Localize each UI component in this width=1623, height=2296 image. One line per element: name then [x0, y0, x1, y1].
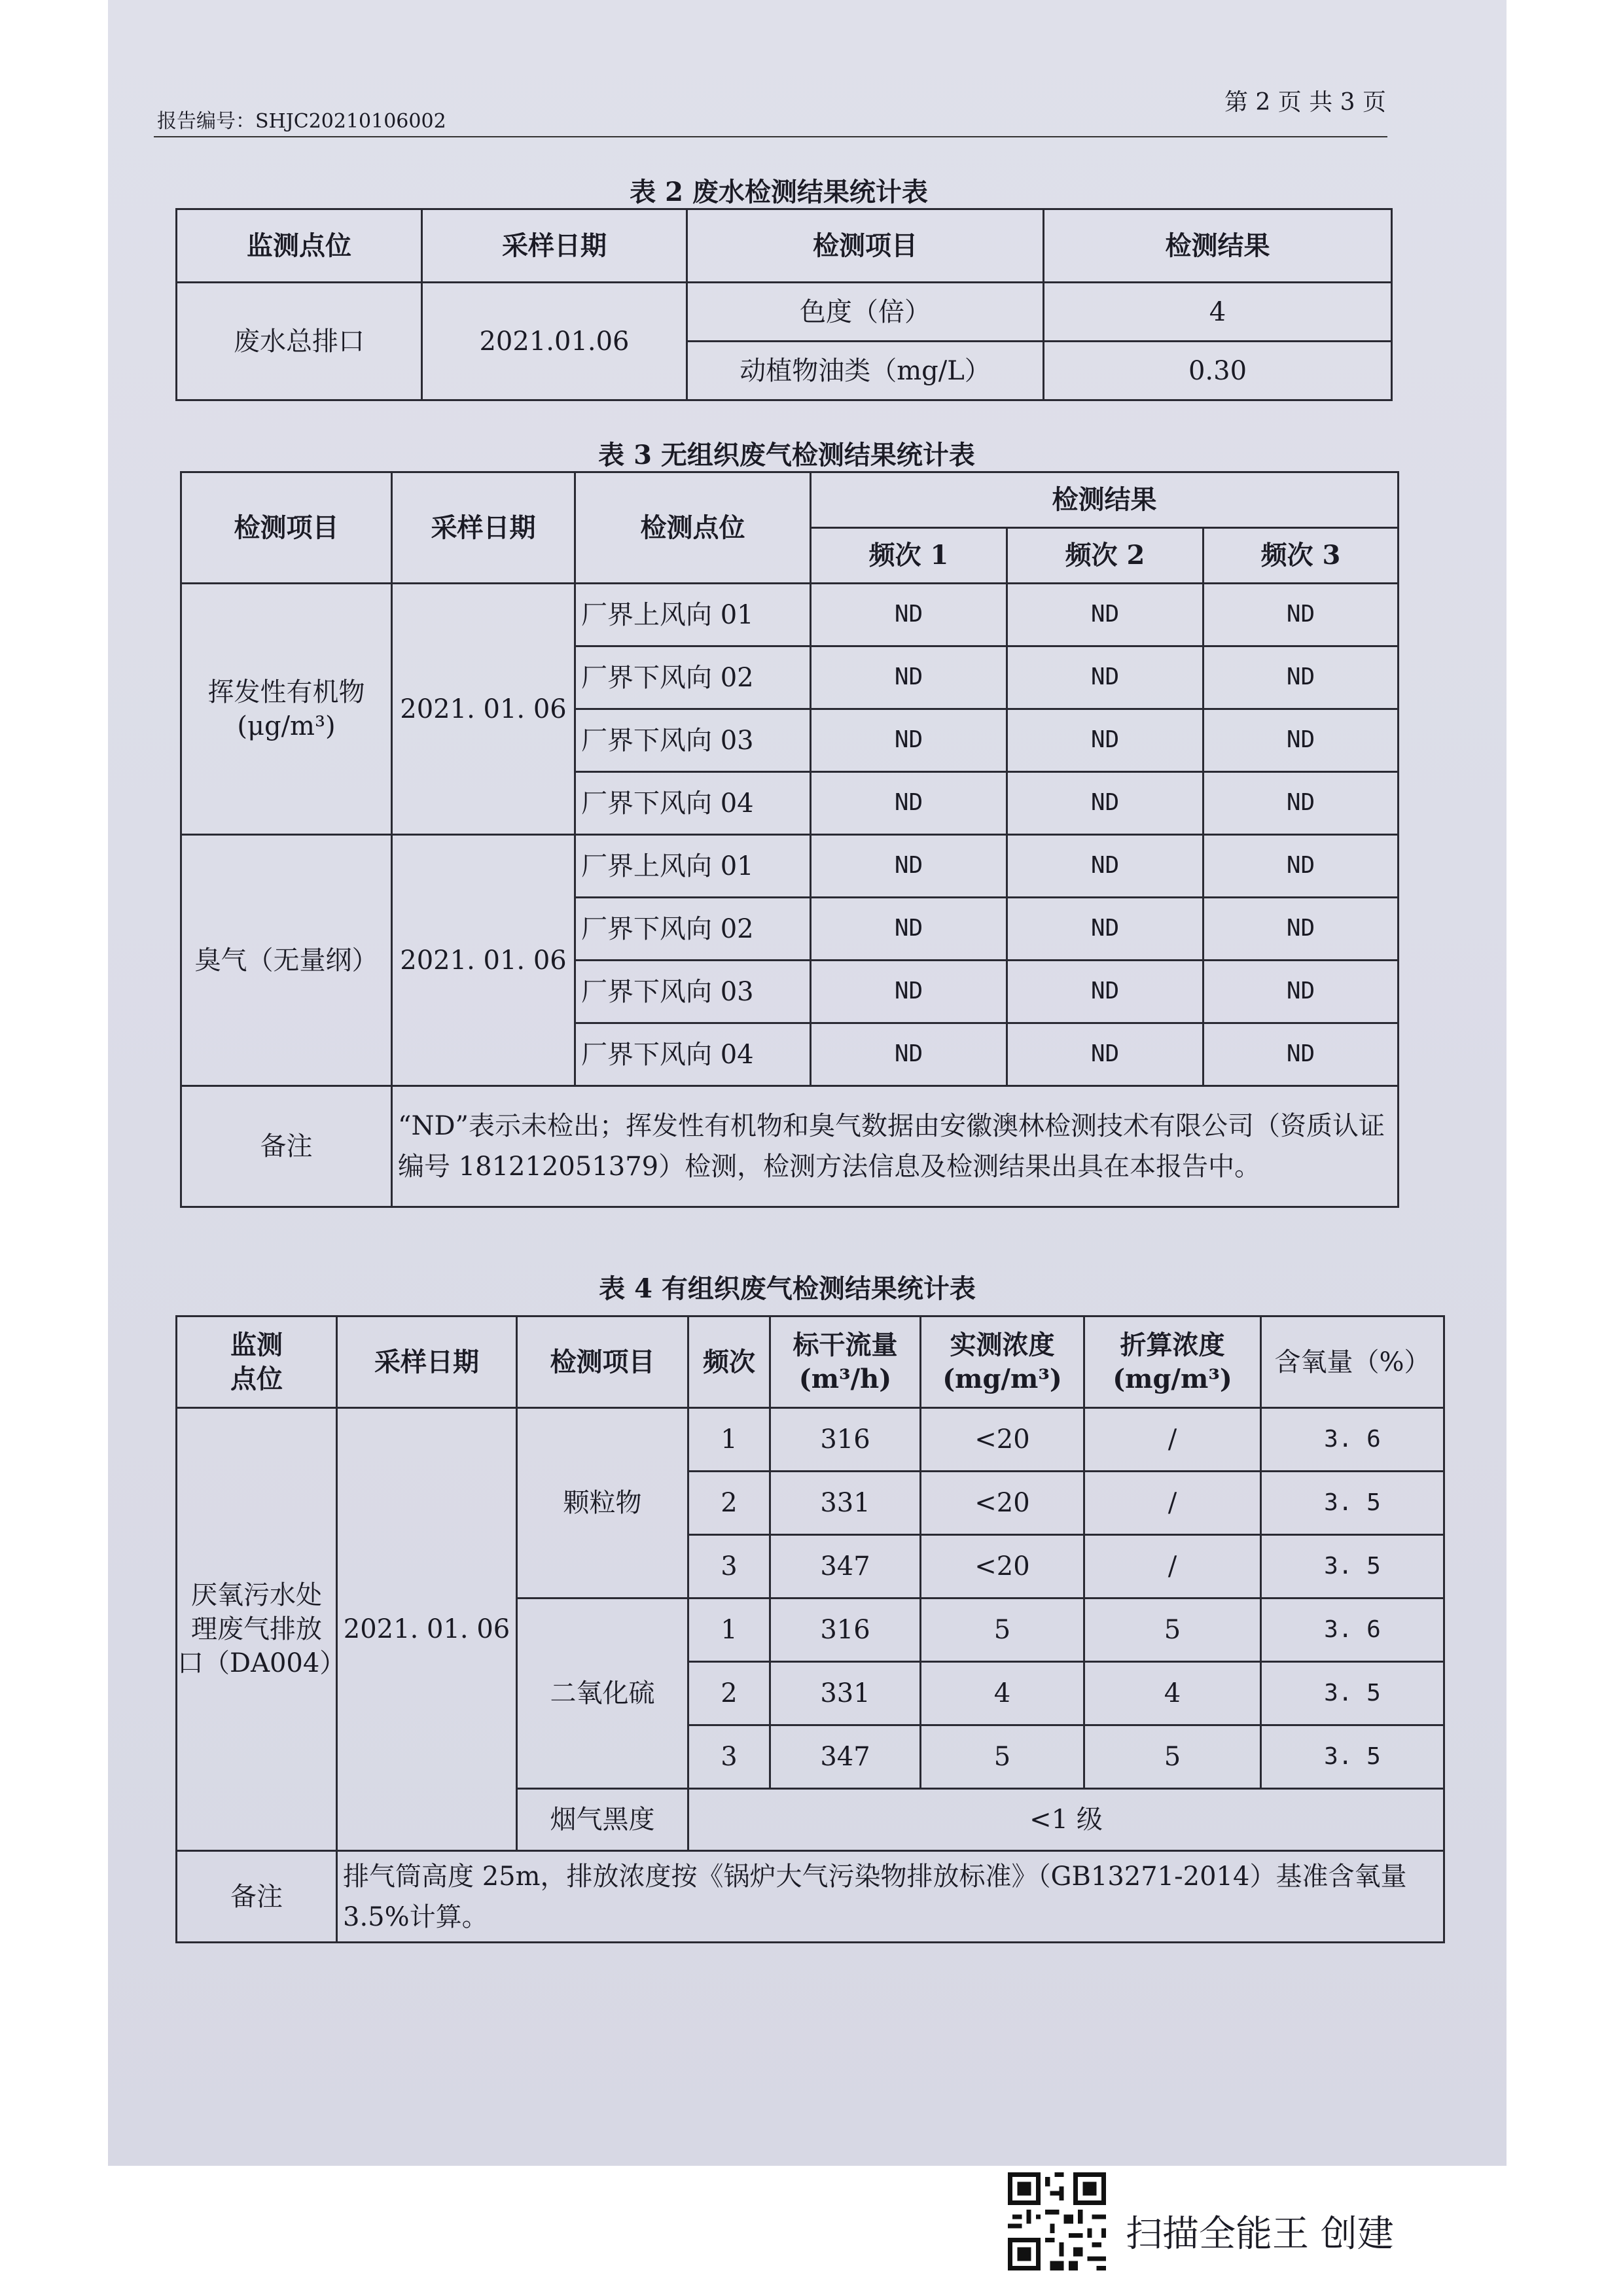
t4-converted: 5 — [1084, 1725, 1261, 1789]
header-divider — [154, 136, 1387, 137]
t4-header-meas-l2: (mg/m³) — [942, 1363, 1062, 1394]
t4-flow: 316 — [770, 1408, 921, 1472]
t4-oxygen: 3. 5 — [1261, 1725, 1444, 1789]
t2-item: 色度（倍） — [687, 283, 1044, 342]
t3-value: ND — [1204, 646, 1399, 709]
t3-item-voc — [181, 584, 392, 835]
t3-value: ND — [1204, 898, 1399, 961]
t2-header-result: 检测结果 — [1044, 209, 1392, 283]
report-number: 报告编号：SHJC20210106002 — [157, 110, 446, 133]
t3-value: ND — [1204, 961, 1399, 1023]
t3-value: ND — [811, 898, 1007, 961]
t4-header-point — [177, 1316, 337, 1408]
t4-point-l2: 理废气排放 — [191, 1614, 322, 1644]
t3-value: ND — [1007, 898, 1204, 961]
t4-header-flow — [770, 1316, 921, 1408]
t4-date: 2021. 01. 06 — [337, 1408, 517, 1851]
t4-measured: 4 — [921, 1662, 1084, 1725]
table3 — [180, 471, 1399, 1208]
scanner-brand-text: 扫描全能王 创建 — [1126, 2213, 1394, 2255]
t3-item-odor: 臭气（无量纲） — [181, 835, 392, 1086]
t4-freq: 1 — [688, 1408, 770, 1472]
t3-header-freq3: 频次 3 — [1204, 528, 1399, 584]
t4-freq: 3 — [688, 1535, 770, 1598]
t4-converted: 5 — [1084, 1598, 1261, 1662]
t3-point: 厂界下风向 03 — [575, 961, 811, 1023]
t3-point: 厂界上风向 01 — [575, 584, 811, 646]
t4-flow: 316 — [770, 1598, 921, 1662]
t3-header-date: 采样日期 — [392, 472, 575, 584]
t3-header-item: 检测项目 — [181, 472, 392, 584]
t4-header-freq: 频次 — [688, 1316, 770, 1408]
t4-oxygen: 3. 5 — [1261, 1472, 1444, 1535]
t4-freq: 3 — [688, 1725, 770, 1789]
t2-item: 动植物油类（mg/L） — [687, 342, 1044, 400]
t4-header-flow-l1: 标干流量 — [793, 1329, 898, 1360]
t3-value: ND — [1007, 835, 1204, 898]
t3-point: 厂界下风向 04 — [575, 1023, 811, 1086]
t3-value: ND — [811, 709, 1007, 772]
t4-header-flow-l2: (m³/h) — [798, 1363, 892, 1394]
t4-freq: 1 — [688, 1598, 770, 1662]
t4-oxygen: 3. 5 — [1261, 1535, 1444, 1598]
t3-value: ND — [1007, 646, 1204, 709]
t2-header-item: 检测项目 — [687, 209, 1044, 283]
t3-note-label: 备注 — [181, 1086, 392, 1207]
t3-header-point: 检测点位 — [575, 472, 811, 584]
t4-header-item: 检测项目 — [517, 1316, 688, 1408]
t4-freq: 2 — [688, 1662, 770, 1725]
t3-value: ND — [1204, 709, 1399, 772]
t4-note-text: 排气筒高度 25m，排放浓度按《锅炉大气污染物排放标准》（GB13271-2014）基准含氧量 3.5%计算。 — [337, 1851, 1444, 1943]
t3-item-line1: 挥发性有机物 — [207, 677, 365, 707]
t3-value: ND — [1204, 1023, 1399, 1086]
t4-header-date: 采样日期 — [337, 1316, 517, 1408]
t4-header-conv-l2: (mg/m³) — [1113, 1363, 1232, 1394]
t3-item-line2: (μg/m³) — [237, 711, 336, 741]
t3-value: ND — [811, 835, 1007, 898]
t4-header-oxygen: 含氧量（%） — [1261, 1316, 1444, 1408]
t3-value: ND — [1007, 584, 1204, 646]
t4-converted: 4 — [1084, 1662, 1261, 1725]
t3-header-freq2: 频次 2 — [1007, 528, 1204, 584]
t2-date: 2021.01.06 — [422, 283, 687, 400]
t4-measured: <20 — [921, 1408, 1084, 1472]
t4-note-label: 备注 — [177, 1851, 337, 1943]
table2 — [175, 208, 1393, 401]
t2-result: 0.30 — [1044, 342, 1392, 400]
t4-header-measured — [921, 1316, 1084, 1408]
t4-flow: 331 — [770, 1662, 921, 1725]
t3-point: 厂界下风向 02 — [575, 898, 811, 961]
t4-point-l1: 厌氧污水处 — [191, 1580, 322, 1610]
t2-header-point: 监测点位 — [177, 209, 422, 283]
t3-value: ND — [811, 961, 1007, 1023]
t3-point: 厂界上风向 01 — [575, 835, 811, 898]
t4-oxygen: 3. 6 — [1261, 1598, 1444, 1662]
t3-value: ND — [811, 1023, 1007, 1086]
t2-header-date: 采样日期 — [422, 209, 687, 283]
t4-flow: 347 — [770, 1725, 921, 1789]
t3-date: 2021. 01. 06 — [392, 835, 575, 1086]
t3-value: ND — [1204, 584, 1399, 646]
t4-header-meas-l1: 实测浓度 — [950, 1329, 1055, 1360]
t4-flow: 347 — [770, 1535, 921, 1598]
table4 — [175, 1315, 1445, 1943]
table3-caption: 表 3 无组织废气检测结果统计表 — [598, 440, 975, 470]
table2-caption: 表 2 废水检测结果统计表 — [630, 177, 928, 207]
qr-code-icon — [1008, 2172, 1106, 2270]
t4-item-smoke: 烟气黑度 — [517, 1789, 688, 1851]
t4-oxygen: 3. 6 — [1261, 1408, 1444, 1472]
t4-flow: 331 — [770, 1472, 921, 1535]
table4-caption: 表 4 有组织废气检测结果统计表 — [599, 1273, 976, 1304]
t3-point: 厂界下风向 02 — [575, 646, 811, 709]
t3-value: ND — [1204, 835, 1399, 898]
t3-value: ND — [811, 646, 1007, 709]
t3-value: ND — [811, 772, 1007, 835]
t3-value: ND — [1007, 1023, 1204, 1086]
t4-smoke-value: <1 级 — [688, 1789, 1444, 1851]
t4-header-converted — [1084, 1316, 1261, 1408]
t3-value: ND — [1007, 772, 1204, 835]
t4-freq: 2 — [688, 1472, 770, 1535]
t4-item-so2: 二氧化硫 — [517, 1598, 688, 1789]
scanner-watermark — [1008, 2172, 1571, 2284]
t4-converted: / — [1084, 1472, 1261, 1535]
t4-measured: <20 — [921, 1535, 1084, 1598]
t4-item-particulate: 颗粒物 — [517, 1408, 688, 1598]
t3-note-text: “ND”表示未检出；挥发性有机物和臭气数据由安徽澳林检测技术有限公司（资质认证编号 181212051379）检测，检测方法信息及检测结果出具在本报告中。 — [392, 1086, 1399, 1207]
t3-header-result: 检测结果 — [811, 472, 1399, 528]
t3-value: ND — [1007, 709, 1204, 772]
t3-value: ND — [1007, 961, 1204, 1023]
t3-value: ND — [1204, 772, 1399, 835]
t3-header-freq1: 频次 1 — [811, 528, 1007, 584]
t3-value: ND — [811, 584, 1007, 646]
t4-header-point-l2: 点位 — [230, 1363, 283, 1394]
t3-point: 厂界下风向 04 — [575, 772, 811, 835]
t4-converted: / — [1084, 1535, 1261, 1598]
t4-measured: 5 — [921, 1725, 1084, 1789]
t4-header-conv-l1: 折算浓度 — [1120, 1329, 1225, 1360]
t2-point: 废水总排口 — [177, 283, 422, 400]
page-info: 第 2 页 共 3 页 — [1224, 89, 1386, 116]
t4-measured: <20 — [921, 1472, 1084, 1535]
t4-point — [177, 1408, 346, 1851]
t3-point: 厂界下风向 03 — [575, 709, 811, 772]
t4-measured: 5 — [921, 1598, 1084, 1662]
t4-converted: / — [1084, 1408, 1261, 1472]
t3-date: 2021. 01. 06 — [392, 584, 575, 835]
t4-point-l3: 口（DA004） — [177, 1648, 346, 1678]
t4-header-point-l1: 监测 — [230, 1329, 283, 1360]
t4-oxygen: 3. 5 — [1261, 1662, 1444, 1725]
t2-result: 4 — [1044, 283, 1392, 342]
